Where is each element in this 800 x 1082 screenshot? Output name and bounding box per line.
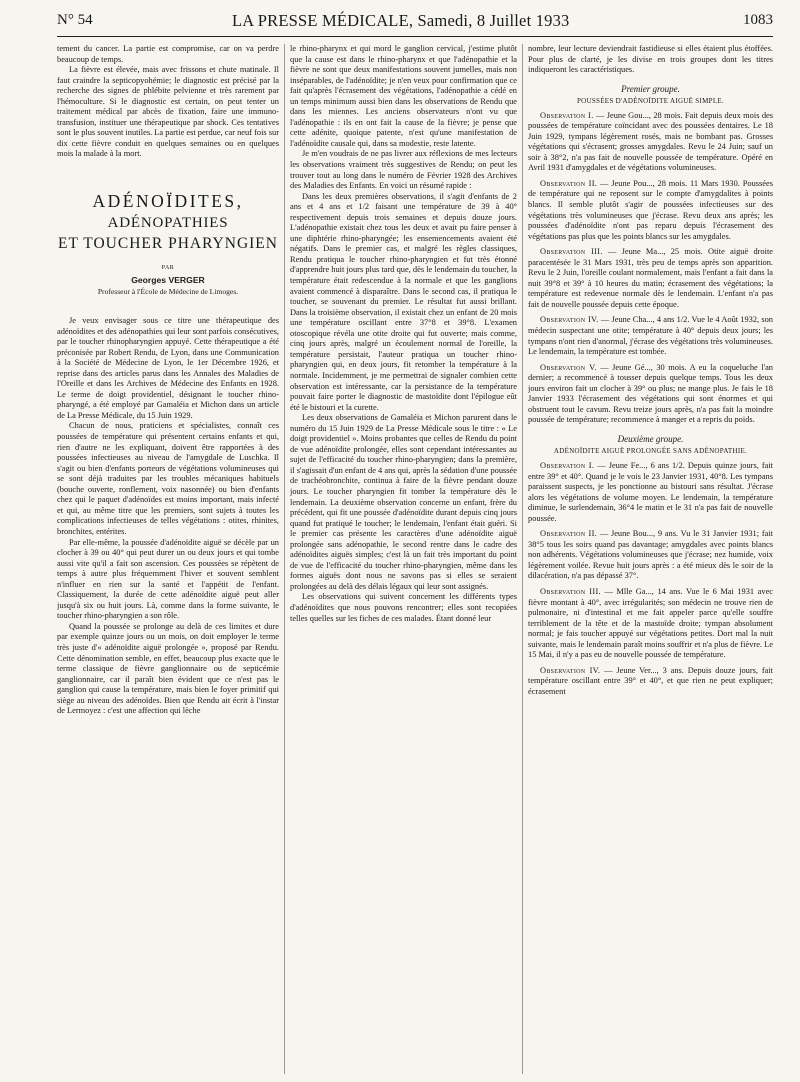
paragraph: Je veux envisager sous ce titre une thérapeutique des adénoïdites et des adénopathies qui leur sont parfois consécutives, par le toucher rhinopharyngien appuyé. Cette thérapeutique a été préconisée par Robert Rendu, de Lyon, dans une Communication à la Société de Médecine de Lyon, le 1er Décembre 1926, et reprise dans des articles parus dans les Annales des Maladies de l'Oreille et dans les Archives de Médecine des Enfants en 1928. Le terme de doigt providentiel, désignant le toucher rhino-pharyngé, a été employé par Gamaléia et Michon dans un article de La Presse Médicale, du 15 Juin 1929.: [57, 316, 279, 420]
observation: [528, 111, 773, 174]
section-subheading: ADÉNOÏDITE AIGUË PROLONGÉE SANS ADÉNOPATHIE.: [553, 446, 748, 455]
observation-text: — Jeune Ver..., 3 ans. Depuis douze jours, fait température oscillant entre 39° et 40°, et que rien ne peut expliquer; écrasement: [528, 665, 773, 696]
paragraph: Dans les deux premières observations, il s'agit d'enfants de 2 ans et 4 ans et 1/2 faisant une température de 39 à 40° respectivement depuis trois semaines et depuis douze jours. L'adénopathie existait chez tous les deux et avait pu faire penser à une diphtérie rhino-pharyngée; les ensemencements avaient été négatifs. Dans le premier cas, et malgré les règles classiques, Rendu pratiqua le toucher rhino-pharyngien et fut très étonné d'apprendre huit jours plus tard que, dès le lendemain du toucher, la température était redescendue à la normale et que les ganglions avaient commencé à disparaître. Dans le second cas, il pratiqua le toucher, se souvenant du premier. Le résultat fut aussi brillant. Dans la troisième observation, il existait chez un enfant de 20 mois une température oscillant entre 37°8 et 39°8. L'examen otoscopique révéla une otite droite qui fut ouverte; mais comme, cinq jours après, malgré un écoulement normal de l'oreille, la température persistait, l'auteur pratiqua un toucher rhino-pharyngien qui, en deux jours, fit retomber la température à la normale. Incidemment, je me permettrai de signaler combien cette observation est intéressante, car la persistance de la température pouvait faire porter le diagnostic de mastoïdite dont l'épilogue eût été le bistouri et la curette.: [290, 191, 517, 412]
observation-label: Observation IV.: [540, 315, 599, 325]
observation-text: — Jeune Gé..., 30 mois. A eu la coqueluche l'an dernier; a recommencé à tousser depuis quelque temps. Tous les deux jours environ fait un clocher à 39° ou plus; ne mange plus. Je fais le 18 Janvier 1933 l'écrasement des végétations qui sont énormes et qui obstruent tout le cavum. Revu treize jours après, n'a pas fait la moindre poussée de température; recommence à manger et a repris du poids.: [528, 362, 773, 425]
paragraph: nombre, leur lecture deviendrait fastidieuse si elles étaient plus étoffées. Pour plus de clarté, je les divise en trois groupes dont les titres indiqueront les caractéristiques.: [528, 44, 773, 75]
observation-text: — Jeune Fe..., 6 ans 1/2. Depuis quinze jours, fait entre 39° et 40°. Quand je le vois le 23 Janvier 1931, 40°8. Les tympans paraissent suspects, je les ponctionne au bistouri sans résultat. J'écrase alors les végétations de volume moyen. Le lendemain, la température diminue, le surlendemain, 36°4 le matin et le 31 n'a pas fait de nouvelle poussée.: [528, 460, 773, 523]
article-title-block: [57, 190, 279, 296]
observation-label: Observation I.: [540, 460, 595, 470]
author-affiliation: Professeur à l'École de Médecine de Limoges.: [97, 287, 239, 297]
observation-label: Observation V.: [540, 362, 597, 372]
column-2: [290, 44, 517, 1074]
observation: [528, 179, 773, 242]
author-name: Georges VERGER: [131, 275, 205, 286]
column-1: [57, 44, 279, 1074]
article-title-line: ET TOUCHER PHARYNGIEN: [58, 235, 278, 253]
section-heading: Premier groupe.: [621, 83, 680, 94]
observation-label: Observation IV.: [540, 665, 601, 675]
paragraph: Les deux observations de Gamaléia et Michon parurent dans le numéro du 15 Juin 1929 de La Presse Médicale sous le titre : « Le doigt providentiel ». Moins probantes que celles de Rendu du point de vue adénoïdite prolongée, elles sont cependant intéressantes au sujet de l'efficacité du toucher rhino-pharyngien; dans la première, il s'agissait d'un enfant de 4 ans qui, après la sédation d'une poussée de trachéobronchite, continua à faire de la fièvre pendant douze jours. Le toucher pharyngien fit tomber la température dès le lendemain. La deuxième observation concerne un enfant, frère du précédent, qui fit une poussée d'adénoïdite durant depuis cinq jours quand fut pratiqué le toucher; le lendemain, l'enfant était guéri. Si le premier cas présente les caractères d'une adénoïdite aiguë prolongée sans adénopathie, le second rentre dans le cadre des adénoïdites aiguës simples; c'est là un fait très important du point de vue de l'efficacité du toucher rhino-pharyngien, même dans les formes aiguës dont nous ne savons pas si elles se seraient prolongées au delà des délais légaux qui leur sont assignés.: [290, 413, 517, 591]
observation-text: — Jeune Pou..., 28 mois. 11 Mars 1930. Poussées de température qui ne reposent sur le compte d'amygdalites à points blancs. Il semble plutôt s'agir de poussées infectieuses sur des végétations très volumineuses que j'écrase. Revu deux ans après; les poussées d'adénoïdite n'ont pas reparu depuis l'écrasement des végétations pas plus que les points blancs sur les amygdales.: [528, 178, 773, 241]
observation: [528, 363, 773, 426]
observation: [528, 247, 773, 310]
paragraph: Chacun de nous, praticiens et spécialistes, connaît ces poussées de température qui présentent certains enfants et qui, rien d'autre ne les expliquant, doivent être rapportées à des poussées infectieuses au niveau de l'amygdale de Luschka. Il s'agit ou bien d'enfants porteurs de végétations volumineuses qui se sont déjà traduites par les troubles mécaniques habituels (bouche ouverte, ronflement, voix nasonnée) ou bien d'enfants chez qui le paquet d'adénoïdes est moins important, mais infecté et qui, au même titre que les premiers, sont sujets à toutes les complications infectieuses de telles végétations : otites, rhinites, bronchites, entérites.: [57, 421, 279, 536]
observation: [528, 529, 773, 582]
section-heading: Deuxième groupe.: [617, 433, 684, 444]
page-number: 1083: [743, 12, 773, 28]
paragraph: Quand la poussée se prolonge au delà de ces limites et dure par exemple quinze jours ou un mois, on doit employer le terme très juste d'« adénoïdite aiguë prolongée », proposé par Rendu. Cette dénomination semble, en effet, beaucoup plus exacte que le terme classique de fièvre ganglionnaire ou de septicémie ganglionnaire, car il paraît bien évident que ce n'est pas le ganglion qui cause la température, mais bien le foyer primitif qui siège au niveau des adénoïdes. Bien que Rendu ait écrit à l'instar de Lermoyez : c'est une affection qui lèche: [57, 621, 279, 716]
observation: [528, 315, 773, 357]
observation-text: — Jeune Gou..., 28 mois. Fait depuis deux mois des poussées de température coïncidant avec des poussées dentaires. Le 18 Juin 1929, tympans légèrement rosés, mais ne bombant pas. Grosses végétations qui s'écrasent; grosses amygdales. Revu le 24 Juin; sauf un soir à 38°2, n'a pas fait de nouvelle poussée de température. Opéré en Avril 1931 d'amygdales et de végétations volumineuses.: [528, 110, 773, 173]
column-3: [528, 44, 773, 1074]
paragraph: Je m'en voudrais de ne pas livrer aux réflexions de mes lecteurs les observations vraiment très suggestives de Rendu; on peut les trouver tout au long dans le numéro de Février 1928 des Archives des Maladies des Enfants. En voici un résumé rapide :: [290, 149, 517, 191]
text-columns: [57, 44, 773, 1074]
observation-label: Observation III.: [540, 586, 601, 596]
issue-number: N° 54: [57, 12, 93, 28]
observation-text: — Jeune Cha..., 4 ans 1/2. Vue le 4 Août 1932, son médecin suspectant une otite; température à 40° depuis deux jours; les tympans n'ont rien d'anormal, j'écrase des végétations très volumineuses. Le lendemain, la température est tombée.: [528, 315, 773, 357]
observation: [528, 461, 773, 524]
article-title-line: ADÉNOPATHIES: [107, 215, 229, 232]
page-header: [57, 0, 773, 37]
journal-title: LA PRESSE MÉDICALE, Samedi, 8 Juillet 1933: [232, 11, 570, 30]
article-title-line: ADÉNOÏDITES,: [92, 191, 244, 212]
paragraph: tement du cancer. La partie est compromise, car on va perdre beaucoup de temps.: [57, 44, 279, 64]
observation: [528, 587, 773, 661]
byline-par: PAR: [161, 265, 175, 272]
paragraph: le rhino-pharynx et qui mord le ganglion cervical, j'estime plutôt que la cause est dans le rhino-pharynx et que l'adénopathie et la fièvre ne sont que deux manifestations souvent jumelles, mais non inséparables, de l'adénoïdite; je n'en veux pour confirmation que ce fait qu'après l'écrasement des végétations, l'adénopathie a cédé en un temps minimum aussi bien dans les observations de Rendu que dans les miennes. Les anciens observateurs n'ont vu que l'adénopathie : ils en ont fait la cause de la fièvre; je pense que cette adénite, quoique patente, n'est qu'une manifestation de l'adénoïdite causale qui, dans sa modestie, reste latente.: [290, 44, 517, 148]
observation-text: — Jeune Bou..., 9 ans. Vu le 31 Janvier 1931; fait 38°5 tous les soirs quand pas davantage; amygdales avec points blancs non adhérents. Végétations volumineuses que j'écrase; nez humide, voix légèrement voilée. Revue huit jours après : a été mieux dès le soir de la dilacération, n'a pas dépassé 37°.: [528, 529, 773, 581]
observation: [528, 666, 773, 698]
paragraph: La fièvre est élevée, mais avec frissons et chute matinale. Il faut craindre la septicopyohémie; le diagnostic est précisé par la recherche des signes de phlébite pelvienne et très rarement par l'hémoculture. Si le diagnostic est certain, on peut tenter un traitement médical par abcès de fixation, faire une immuno-transfusion, instituer une thérapeutique par shock. Ces tentatives sont le plus souvent inutiles. La partie est perdue, car neuf fois sur dix cette fièvre conduit en quelques semaines ou en quelques mois la malade à la mort.: [57, 65, 279, 159]
section-subheading: POUSSÉES D'ADÉNOÏDITE AIGUË SIMPLE.: [576, 96, 725, 105]
observation-label: Observation I.: [540, 110, 594, 120]
observation-text: — Mlle Ga..., 14 ans. Vue le 6 Mai 1931 avec fièvre montant à 40°, avec irrégularités; son médecin ne trouve rien de pulmonaire, ni d'intestinal et me fait appeler parce qu'elle souffre terriblement de la tête et de la mastoïde droite; tympan absolument normal; je fais toucher appuyé sur végétations petites. Dort mal la nuit suivante, mais le lendemain paraît moins souffrir et n'a plus de fièvre. Le 15 Mai, il n'y a pas eu de nouvelle poussée de température.: [528, 586, 773, 660]
observation-label: Observation III.: [540, 247, 603, 257]
column-divider: [522, 44, 523, 1074]
paragraph: Les observations qui suivent concernent les différents types d'adénoïdites que nous pouvons rencontrer; elles sont recopiées telles quelles sur les fiches de ces malades. Étant donné leur: [290, 592, 517, 623]
observation-text: — Jeune Ma..., 25 mois. Otite aiguë droite paracentésée le 31 Mars 1931, très peu de temps après son apparition. Revu le 2 Juin, l'oreille coulant normalement, mais l'enfant a fait dans la nuit 39°8 et 39° à 10 heures du matin; écrasement des végétations; la température est redevenue normale dès le lendemain. L'enfant n'a pas fait de nouvelle poussée depuis cette époque.: [528, 247, 773, 309]
observation-label: Observation II.: [540, 529, 598, 539]
column-divider: [284, 44, 285, 1074]
observation-label: Observation II.: [540, 178, 598, 188]
paragraph: Par elle-même, la poussée d'adénoïdite aiguë se décèle par un clocher à 39 ou 40° qui peut durer un ou deux jours et qui tombe aussi vite qu'il a fait son ascension. Ces poussées se répètent de temps à autre plus fréquemment l'hiver et souvent semblent n'influer en rien sur la santé et l'appétit de l'enfant. Classiquement, la durée de cette adénoïdite aiguë peut aller jusqu'à six ou huit jours. Là, comme dans la forme suivante, le toucher rhino-pharyngien a son rôle.: [57, 537, 279, 621]
